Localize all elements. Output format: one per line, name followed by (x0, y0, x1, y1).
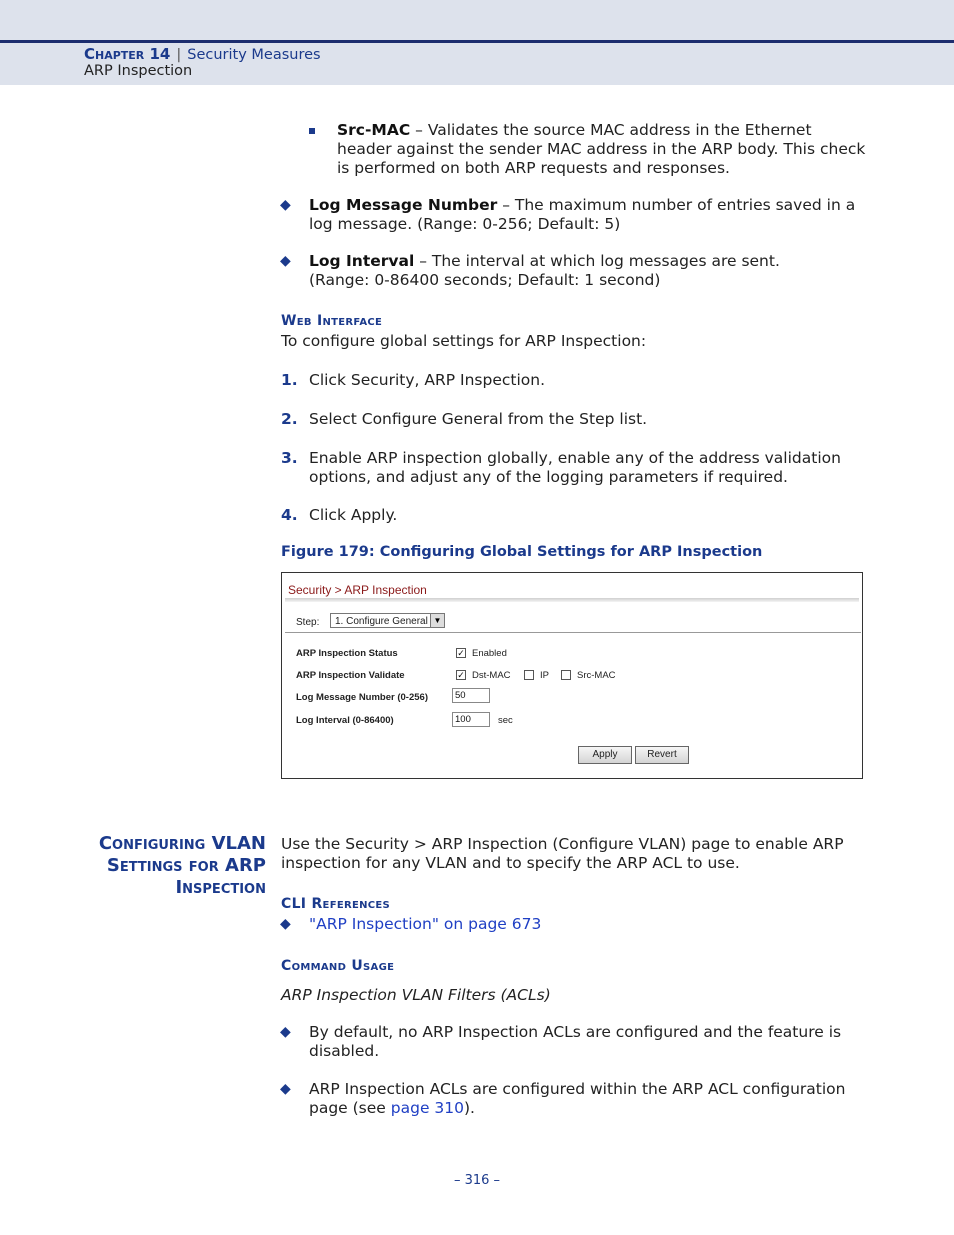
log-interval-label: Log Interval (0-86400) (296, 715, 394, 726)
step-label: Step: (296, 617, 320, 628)
section-heading-line-3: Inspection (175, 877, 266, 898)
log-number-label: Log Message Number (0-256) (296, 692, 428, 703)
cli-references-heading: CLI References (281, 896, 391, 912)
src-mac-term: Src-MAC (337, 121, 411, 139)
step-text (309, 449, 841, 487)
arp-validate-label: ARP Inspection Validate (296, 670, 405, 681)
header-separator: | (176, 47, 182, 63)
diamond-bullet-icon: ◆ (280, 1081, 291, 1097)
src-mac-item (337, 121, 865, 178)
arp-status-label: ARP Inspection Status (296, 648, 398, 659)
diamond-bullet-icon: ◆ (280, 253, 291, 269)
vlan-filters-subheading: ARP Inspection VLAN Filters (ACLs) (281, 986, 551, 1004)
breadcrumb: Security > ARP Inspection (288, 583, 427, 597)
step-text: Click Security, ARP Inspection. (309, 371, 545, 389)
header-section: ARP Inspection (84, 63, 193, 79)
log-message-number-item (309, 196, 855, 234)
log-message-number-text-1: – The maximum number of entries saved in a (497, 196, 856, 214)
step-number: 2. (281, 410, 298, 428)
header-chapter-line (84, 45, 321, 63)
log-interval-text-1: – The interval at which log messages are sent. (414, 252, 780, 270)
section-heading-line-1: Configuring VLAN (98, 833, 266, 854)
default-acl-line-1: By default, no ARP Inspection ACLs are configured and the feature is (309, 1023, 842, 1041)
check-icon: ✓ (457, 670, 465, 680)
revert-button[interactable]: Revert (635, 746, 689, 764)
page-310-link[interactable]: page 310 (390, 1099, 464, 1117)
page-number: – 316 – (453, 1173, 501, 1188)
step-text-line-1: Enable ARP inspection globally, enable any of the address validation (309, 449, 841, 467)
web-interface-heading: Web Interface (281, 313, 383, 329)
diamond-bullet-icon: ◆ (280, 197, 291, 213)
web-interface-intro: To configure global settings for ARP Inspection: (281, 332, 647, 350)
figure-screenshot (281, 572, 863, 779)
log-interval-item (309, 252, 780, 290)
vlan-intro-line-2: inspection for any VLAN and to specify the ARP ACL to use. (281, 854, 740, 872)
ip-checkbox[interactable] (524, 670, 534, 680)
chapter-title: Security Measures (187, 47, 321, 63)
step-text: Select Configure General from the Step list. (309, 410, 648, 428)
acl-config-line-1: ARP Inspection ACLs are configured within the ARP ACL configuration (309, 1080, 846, 1098)
src-mac-text-1: – Validates the source MAC address in the Ethernet (410, 121, 812, 139)
src-mac-checkbox[interactable] (561, 670, 571, 680)
breadcrumb-rule (285, 598, 859, 602)
acl-config-line-2-post: ). (464, 1099, 475, 1117)
figure-caption: Figure 179: Configuring Global Settings for ARP Inspection (281, 544, 763, 560)
section-heading-line-2: Settings for ARP (106, 855, 266, 876)
step-number: 3. (281, 449, 298, 467)
acl-config-bullet (309, 1080, 846, 1118)
ip-label: IP (540, 670, 549, 681)
vlan-intro (281, 835, 844, 873)
step-number: 4. (281, 506, 298, 524)
log-message-number-term: Log Message Number (309, 196, 498, 214)
step-select-value: 1. Configure General (335, 616, 428, 627)
step-text-line-2: options, and adjust any of the logging parameters if required. (309, 468, 788, 486)
apply-button[interactable]: Apply (578, 746, 632, 764)
log-interval-input[interactable]: 100 (452, 712, 490, 727)
log-interval-unit: sec (498, 715, 513, 726)
square-bullet-icon (309, 128, 315, 134)
chevron-down-icon[interactable]: ▼ (430, 614, 444, 627)
log-interval-text-2: (Range: 0-86400 seconds; Default: 1 second) (309, 271, 661, 289)
acl-config-line-2-pre: page (see (309, 1099, 391, 1117)
log-number-input[interactable]: 50 (452, 688, 490, 703)
step-text: Click Apply. (309, 506, 398, 524)
section-heading (99, 833, 266, 899)
enabled-label: Enabled (472, 648, 507, 659)
dst-mac-checkbox[interactable] (456, 670, 466, 680)
log-interval-term: Log Interval (309, 252, 415, 270)
header-rule (0, 40, 954, 43)
dst-mac-label: Dst-MAC (472, 670, 511, 681)
diamond-bullet-icon: ◆ (280, 1024, 291, 1040)
chapter-number: Chapter 14 (84, 45, 171, 63)
check-icon: ✓ (457, 648, 465, 658)
log-message-number-text-2: log message. (Range: 0-256; Default: 5) (309, 215, 621, 233)
diamond-bullet-icon: ◆ (280, 916, 291, 932)
cli-reference-link[interactable]: "ARP Inspection" on page 673 (309, 915, 542, 933)
src-mac-label: Src-MAC (577, 670, 616, 681)
vlan-intro-line-1: Use the Security > ARP Inspection (Configure VLAN) page to enable ARP (281, 835, 844, 853)
enabled-checkbox[interactable] (456, 648, 466, 658)
command-usage-heading: Command Usage (281, 958, 395, 974)
step-rule (285, 632, 861, 633)
default-acl-line-2: disabled. (309, 1042, 380, 1060)
default-acl-bullet (309, 1023, 841, 1061)
src-mac-text-3: is performed on both ARP requests and responses. (337, 159, 730, 177)
src-mac-text-2: header against the sender MAC address in the ARP body. This check (337, 140, 866, 158)
step-number: 1. (281, 371, 298, 389)
step-select[interactable] (330, 613, 445, 628)
